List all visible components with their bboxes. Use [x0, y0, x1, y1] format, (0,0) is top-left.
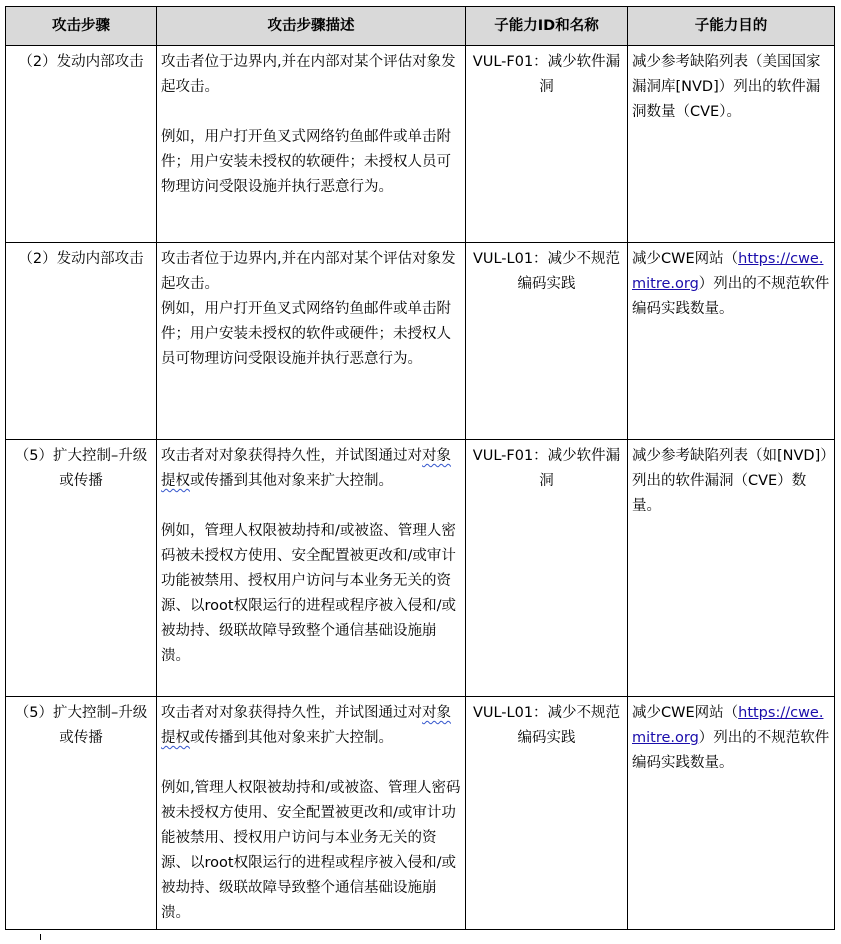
description-text: 或传播到其他对象来扩大控制。 — [190, 473, 393, 489]
purpose-text-before: 减少CWE网站（ — [632, 251, 739, 267]
spellcheck-marked-text: 对象提权 — [161, 448, 451, 489]
attack-description-cell — [157, 243, 466, 440]
description-text: 攻击者对对象获得持久性，并试图通过对 — [161, 448, 422, 464]
purpose-cell — [628, 243, 835, 440]
table-header-row — [6, 7, 835, 46]
table-row — [6, 440, 835, 697]
cwe-link[interactable]: https://cwe.mitre.org — [632, 251, 824, 292]
purpose-cell — [628, 697, 835, 930]
table-row — [6, 243, 835, 440]
paragraph-mark — [40, 934, 45, 940]
description-example: 例如，用户打开鱼叉式网络钓鱼邮件或单击附件；用户安装未授权的软件或硬件；未授权人员可物理访问受限设施并执行恶意行为。 — [161, 301, 451, 367]
attack-description-cell — [157, 697, 466, 930]
description-paragraph — [161, 444, 461, 494]
table-row — [6, 46, 835, 243]
attack-description-cell — [157, 440, 466, 697]
cwe-link[interactable]: https://cwe.mitre.org — [632, 705, 824, 746]
description-example: 例如，用户打开鱼叉式网络钓鱼邮件或单击附件；用户安装未授权的软硬件；未授权人员可物理访问受限设施并执行恶意行为。 — [161, 129, 451, 195]
header-attack-step-description: 攻击步骤描述 — [157, 7, 466, 46]
description-paragraph: 攻击者位于边界内,并在内部对某个评估对象发起攻击。 — [161, 54, 456, 95]
capability-cell: VUL-F01：减少软件漏洞 — [466, 440, 628, 697]
header-attack-step: 攻击步骤 — [6, 7, 157, 46]
attack-step-cell: （2）发动内部攻击 — [6, 243, 157, 440]
attack-description-cell — [157, 46, 466, 243]
purpose-text-after: ）列出的不规范软件编码实践数量。 — [632, 276, 830, 317]
header-capability-id-name: 子能力ID和名称 — [466, 7, 628, 46]
capability-cell: VUL-L01：减少不规范编码实践 — [466, 697, 628, 930]
table-row — [6, 697, 835, 930]
purpose-text-before: 减少CWE网站（ — [632, 705, 739, 721]
description-paragraph — [161, 701, 461, 751]
capability-cell: VUL-F01：减少软件漏洞 — [466, 46, 628, 243]
spellcheck-marked-text: 对象提权 — [161, 705, 451, 746]
description-example: 例如,管理人权限被劫持和/或被盗、管理人密码被未授权方使用、安全配置被更改和/或审计功能被禁用、授权用户访问与本业务无关的资源、以root权限运行的进程或程序被入侵和/或被劫持、级联故障导致整个通信基础设施崩溃。 — [161, 780, 461, 921]
attack-step-cell: （2）发动内部攻击 — [6, 46, 157, 243]
attack-step-cell: （5）扩大控制–升级或传播 — [6, 697, 157, 930]
attack-steps-table — [5, 6, 835, 930]
purpose-cell: 减少参考缺陷列表（美国国家漏洞库[NVD]）列出的软件漏洞数量（CVE）。 — [628, 46, 835, 243]
description-text: 攻击者对对象获得持久性，并试图通过对 — [161, 705, 422, 721]
description-paragraph: 攻击者位于边界内,并在内部对某个评估对象发起攻击。 — [161, 251, 456, 292]
purpose-text-after: ）列出的不规范软件编码实践数量。 — [632, 730, 830, 771]
description-text: 或传播到其他对象来扩大控制。 — [190, 730, 393, 746]
description-example: 例如，管理人权限被劫持和/或被盗、管理人密码被未授权方使用、安全配置被更改和/或审计功能被禁用、授权用户访问与本业务无关的资源、以root权限运行的进程或程序被入侵和/或被劫持、级联故障导致整个通信基础设施崩溃。 — [161, 523, 456, 664]
purpose-cell: 减少参考缺陷列表（如[NVD]）列出的软件漏洞（CVE）数量。 — [628, 440, 835, 697]
header-capability-purpose: 子能力目的 — [628, 7, 835, 46]
attack-step-cell: （5）扩大控制–升级或传播 — [6, 440, 157, 697]
capability-cell: VUL-L01：减少不规范编码实践 — [466, 243, 628, 440]
